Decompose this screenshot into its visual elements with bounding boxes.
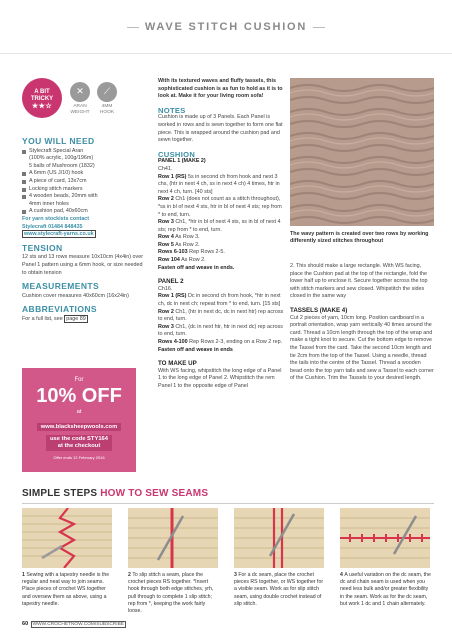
list-item: 4mm inner holes <box>29 200 69 207</box>
page-reference-link[interactable]: page 89 <box>66 315 86 322</box>
make-up-text: With WS facing, whipstitch the long edge of a Panel 1 to the long edge of Panel 2. Whipstitch the rem Panel 1 to the opposite edge of Panel <box>158 367 282 389</box>
seam-photo-image <box>128 508 218 568</box>
intro-text: With its textured waves and fluffy tassels, this sophisticated cushion is as fun to hold as it is to look at. Make it for your living room sofa! <box>158 78 283 100</box>
simple-steps-heading: SIMPLE STEPS HOW TO SEW SEAMS <box>22 488 434 504</box>
pattern-row: Row 2 Ch1 (does not count as a stitch throughout), *ss in bl of next 4 sts, htr in bl of next 4 sts; rep from * to end, turn. <box>158 196 282 218</box>
discount-amount: 10% OFF <box>36 385 122 407</box>
right-column <box>290 263 434 383</box>
stockists-link[interactable]: www.stylecraft-yarns.co.uk <box>24 231 94 238</box>
pattern-row: Row 5 As Row 2. <box>158 241 200 248</box>
pattern-row: Rows 6-103 Rep Rows 2-5. <box>158 249 225 256</box>
cushion-heading: CUSHION <box>158 149 196 159</box>
notes-heading: NOTES <box>158 105 186 115</box>
yarn-weight-badge <box>69 82 91 115</box>
hook-size-label: 4MM HOOK <box>99 104 115 115</box>
stockists-text: For yarn stockists contact <box>22 215 90 222</box>
seam-photo-image <box>22 508 112 568</box>
list-item: Stylecraft Special Aran <box>22 148 148 156</box>
list-item: A cushion pad, 40x60cm <box>22 208 148 216</box>
step-text: 4 A useful variation on the dc seam, the dc and chain seam is used when you need less bulk and/or greater flexibility in the seam. Work as for the dc seam, but work 1 dc and 1 chain alternately. <box>340 572 431 607</box>
page-header <box>0 0 452 54</box>
knit-texture-image <box>290 78 434 226</box>
tension-heading: TENSION <box>22 242 63 253</box>
make-up-heading: TO MAKE UP <box>158 360 197 368</box>
tassels-heading: TASSELS (MAKE 4) <box>290 306 348 314</box>
promo-code: use the code STY164 at the checkout <box>46 435 112 451</box>
measurements-heading: MEASUREMENTS <box>22 281 100 292</box>
list-item: 5 balls of Mushroom (1832) <box>29 162 95 169</box>
step-photo <box>340 508 430 568</box>
pattern-row: Row 1 (RS) Dc in second ch from hook, *htr in next ch, dc in next ch; repeat from * to end, turn. [15 sts] <box>158 293 281 308</box>
page-title: WAVE STITCH CUSHION <box>0 21 452 33</box>
panel2-heading: PANEL 2 <box>158 278 184 286</box>
seam-photo-image <box>234 508 324 568</box>
pattern-row: Row 4 As Row 3. <box>158 234 200 241</box>
promo-url[interactable]: www.blacksheepwools.com <box>37 423 121 431</box>
pattern-row: Row 104 As Row 2. <box>158 257 206 264</box>
stockists-phone: Stylecraft 01484 848435 <box>22 223 83 230</box>
abbreviations-heading: ABBREVIATIONS <box>22 304 97 315</box>
measurements-text: Cushion cover measures 40x60cm (16x24in) <box>22 292 129 299</box>
pattern-row: Row 1 (RS) 5s in second ch from hook and next 3 chs, (htr in next 4 ch, ss in next 4 ch) 4 times, htr in next 4 ch, turn. [40 sts] <box>158 173 280 195</box>
skill-level-badge: A BIT TRICKY ★★☆ <box>22 78 62 118</box>
hook-size-badge <box>96 82 118 115</box>
star-icon: ★★☆ <box>31 103 53 110</box>
list-item: A 6mm (US J/10) hook <box>22 170 148 178</box>
photo-caption: The wavy pattern is created over two rows by working differently sized stitches throughout <box>290 231 429 245</box>
pattern-row: Row 3 Ch1, (dc in next htr, htr in next dc) rep across to end, turn. <box>158 323 283 338</box>
discount-promo: For 10% OFF at www.blacksheepwools.com use the code STY164 at the checkout Offer ends 12 February 2016 <box>22 368 136 472</box>
step-photo <box>22 508 112 568</box>
promo-terms: Offer ends 12 February 2016 <box>53 455 105 460</box>
pattern-row: Rows 4-100 Rep Rows 2-3, ending on a Row 2 rep. <box>158 339 283 345</box>
ball-of-yarn-icon: ✕ <box>70 82 90 102</box>
badges <box>22 78 148 134</box>
step-text: 1 Sewing with a tapestry needle is the regular and neat way to join seams. Place pieces of crochet WS together and oversew them as above, using a tapestry needle. <box>22 572 110 607</box>
notes-text: Cushion is made up of 3 Panels. Each Panel is worked in rows and is sewn together to form one flat piece. This is wrapped around the cushion pad and sewn together. <box>158 114 283 144</box>
list-item: Locking stitch markers <box>22 186 148 194</box>
you-will-need-heading: YOU WILL NEED <box>22 136 95 146</box>
abbreviations-text: For a full list, see page 89 <box>22 315 86 322</box>
make-up-continued-text: 2. This should make a large rectangle. With WS facing, place the Cushion pad at the top of the rectangle, fold the lower half up to enclose it. Secure together across the top with stitch markers and sew closed. Whipstitch the sides closed in the same way <box>290 263 428 300</box>
simple-steps-section <box>22 488 434 615</box>
list-item: A piece of card, 13x7cm <box>22 178 148 186</box>
cushion-texture-photo <box>290 78 434 226</box>
panel1-heading: PANEL 1 (MAKE 2) <box>158 158 206 165</box>
list-item: 4 wooden beads, 20mm with <box>22 193 148 201</box>
crochet-hook-icon: ⟋ <box>97 82 117 102</box>
pattern-row: Row 3 Ch1, *htr in bl of next 4 sts, ss in bl of next 4 sts; rep from * to end, turn. <box>158 219 281 233</box>
step-text: 3 For a dc seam, place the crochet pieces RS together, or WS together for a visible seam. Work as for slip stitch seam, using double crochet instead of slip stitch. <box>234 572 324 607</box>
step-photo <box>128 508 218 568</box>
step-text: 2 To slip stitch a seam, place the crochet pieces RS together. *Insert hook through both edge stitches, yrh, pull through to complete 1 slip stitch; rep from *, keeping the work fairly loose. <box>128 572 214 615</box>
seam-photo-image <box>340 508 430 568</box>
pattern-row: Row 2 Ch1, (htr in next dc, dc in next htr) rep across to end, turn. <box>158 308 284 323</box>
step-photo <box>234 508 324 568</box>
tassels-text: Cut 2 pieces of yarn, 10cm long. Position cardboard in a portrait orientation, wrap yarn vertically 40 times around the card. Thread a 10cm length through the top of the wrap and make a tight knot to secure. Cut the bottom edge to remove the Tassel from the card. Take the second 10cm length and tie 2cm from the top of the Tassel. Using a needle, thread the tails into the centre of the Tassel. Thread a wooden bead onto the top yarn tails and sew a Tassel to each corner of the Cushion. Trim the Tassels to your desired length. <box>290 314 434 382</box>
middle-column: With its textured waves and fluffy tassels, this sophisticated cushion is as fun to hold as it is to look at. Make it for your living room sofa! NOTES Cushion is made up of 3 Panels. Each Panel is worked in rows and is sewn together to form one flat piece. This is wrapped around the cushion pad and sewn together. CUSHION PANEL 1 (MAKE 2) Ch41. Row 1 (RS) 5s in second ch from hook and next 3 chs, (htr in next 4 ch, ss in next 4 ch) 4 times, htr in next 4 ch, turn. [40 sts] Row 2 Ch1 (does not count as a stitch throughout), *ss in bl of next 4 sts, htr in bl of next 4 sts; rep from * to end, turn. Row 3 Ch1, *htr in bl of next 4 sts, ss in bl of next 4 sts; rep from * to end, turn. Row 4 As Row 3. Row 5 As Row 2. Rows 6-103 Rep Rows 2-5. Row 104 As Row 2. Fasten off and weave in ends. PANEL 2 Ch16. Row 1 (RS) Dc in second ch from hook, *htr in next ch, dc in next ch; repeat from * to end, turn. [15 sts] Row 2 Ch1, (htr in next dc, dc in next htr) rep across to end, turn. Row 3 Ch1, (dc in next htr, htr in next dc) rep across to end, turn. Rows 4-100 Rep Rows 2-3, ending on a Row 2 rep. Fasten off and weave in ends TO MAKE UP With WS facing, whipstitch the long edge of a Panel 1 to the long edge of Panel 2. Whipstitch the rem Panel 1 to the opposite edge of Panel <box>158 78 284 389</box>
yarn-weight-label: ARAN WEIGHT <box>70 104 90 115</box>
page-number: 60 <box>22 621 29 627</box>
list-item: (100% acrylic, 100g/196m) <box>29 155 94 162</box>
left-column <box>22 78 148 323</box>
page-footer <box>22 621 126 627</box>
tension-text: 12 sts and 13 rows measure 10x10cm (4x4in) over Panel 1 pattern using a 6mm hook, or size needed to obtain tension <box>22 254 144 276</box>
subscribe-link[interactable]: WWW.CROCHETNOW.COM/SUBSCRIBE <box>32 622 124 627</box>
